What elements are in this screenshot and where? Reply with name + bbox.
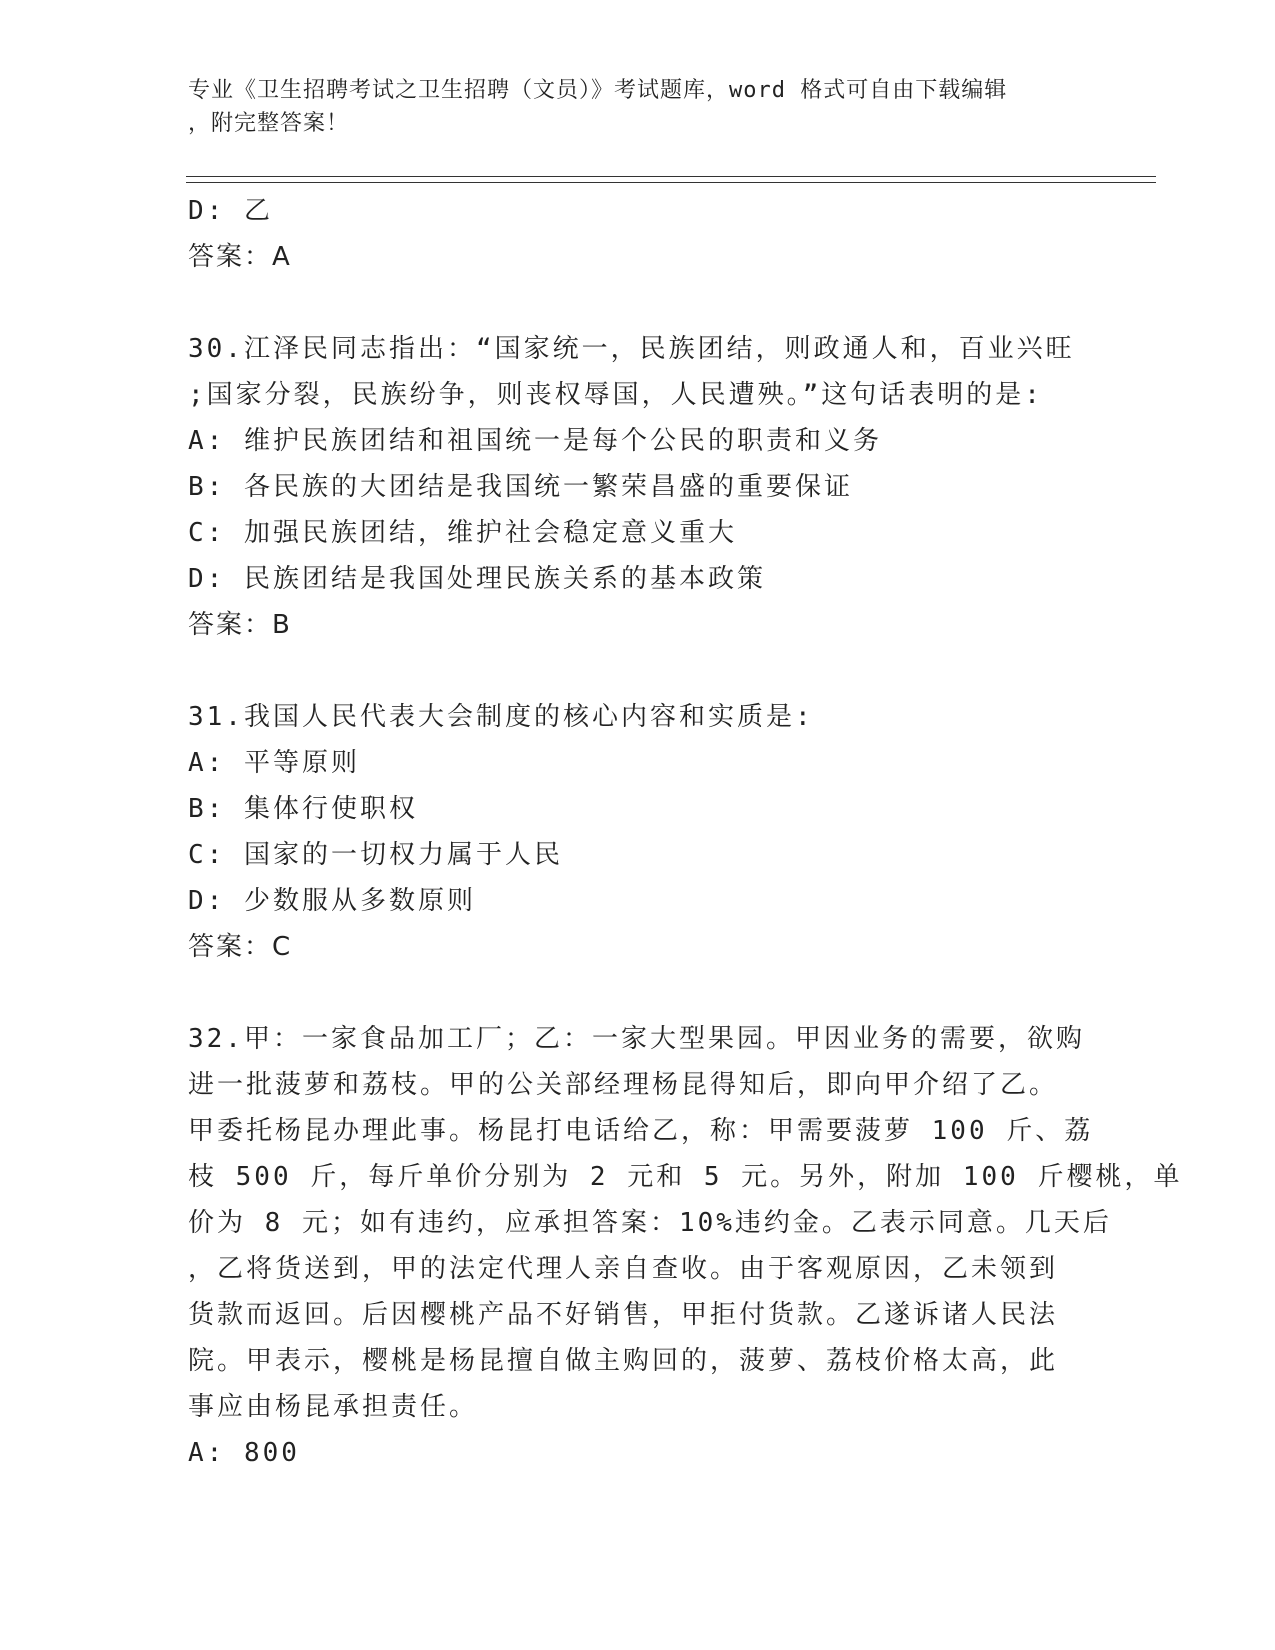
stem-line: 进一批菠萝和荔枝。甲的公关部经理杨昆得知后，即向甲介绍了乙。 <box>188 1070 1059 1100</box>
header-divider <box>186 176 1156 183</box>
stem-line: ;国家分裂，民族纷争，则丧权辱国，人民遭殃。”这句话表明的是: <box>188 380 1043 410</box>
question-stem <box>188 1016 1183 1430</box>
stem-line: ，乙将货送到，甲的法定代理人亲自查收。由于客观原因，乙未领到 <box>188 1254 1059 1284</box>
spacer <box>188 648 1088 694</box>
stem-line: 32.甲：一家食品加工厂；乙：一家大型果园。甲因业务的需要，欲购 <box>188 1024 1085 1054</box>
stem-line: 30.江泽民同志指出：“国家统一，民族团结，则政通人和，百业兴旺 <box>188 334 1075 364</box>
prev-option-d: D: 乙 <box>188 196 273 226</box>
stem-line: 货款而返回。后因樱桃产品不好销售，甲拒付货款。乙遂诉诸人民法 <box>188 1300 1059 1330</box>
question-30 <box>188 326 1088 648</box>
question-content <box>188 188 1183 1476</box>
prev-answer: 答案：A <box>188 242 292 272</box>
option-c: C: 加强民族团结，维护社会稳定意义重大 <box>188 518 737 548</box>
stem-line: 价为 8 元；如有违约，应承担答案：10%违约金。乙表示同意。几天后 <box>188 1208 1112 1238</box>
stem-line: 院。甲表示，樱桃是杨昆擅自做主购回的，菠萝、荔枝价格太高，此 <box>188 1346 1059 1376</box>
spacer <box>188 280 1088 326</box>
stem-line: 事应由杨昆承担责任。 <box>188 1392 479 1422</box>
spacer <box>188 970 1088 1016</box>
option-d: D: 民族团结是我国处理民族关系的基本政策 <box>188 564 766 594</box>
header-line-2: ，附完整答案！ <box>188 111 350 136</box>
question-stem <box>188 694 1088 740</box>
option-c: C: 国家的一切权力属于人民 <box>188 840 563 870</box>
option-a: A: 维护民族团结和祖国统一是每个公民的职责和义务 <box>188 426 882 456</box>
question-32 <box>188 1016 1183 1476</box>
stem-line: 枝 500 斤，每斤单价分别为 2 元和 5 元。另外，附加 100 斤樱桃，单 <box>188 1162 1183 1192</box>
answer: 答案：C <box>188 932 293 962</box>
header-line-1: 专业《卫生招聘考试之卫生招聘（文员）》考试题库，word 格式可自由下载编辑 <box>188 78 1008 103</box>
question-stem <box>188 326 1088 418</box>
stem-line: 甲委托杨昆办理此事。杨昆打电话给乙，称：甲需要菠萝 100 斤、荔 <box>188 1116 1094 1146</box>
stem-line: 31.我国人民代表大会制度的核心内容和实质是: <box>188 702 814 732</box>
question-31 <box>188 694 1088 970</box>
answer: 答案：B <box>188 610 292 640</box>
option-b: B: 各民族的大团结是我国统一繁荣昌盛的重要保证 <box>188 472 853 502</box>
option-b: B: 集体行使职权 <box>188 794 418 824</box>
option-d: D: 少数服从多数原则 <box>188 886 476 916</box>
page-header <box>188 74 1068 140</box>
option-a: A: 800 <box>188 1438 300 1468</box>
option-a: A: 平等原则 <box>188 748 360 778</box>
